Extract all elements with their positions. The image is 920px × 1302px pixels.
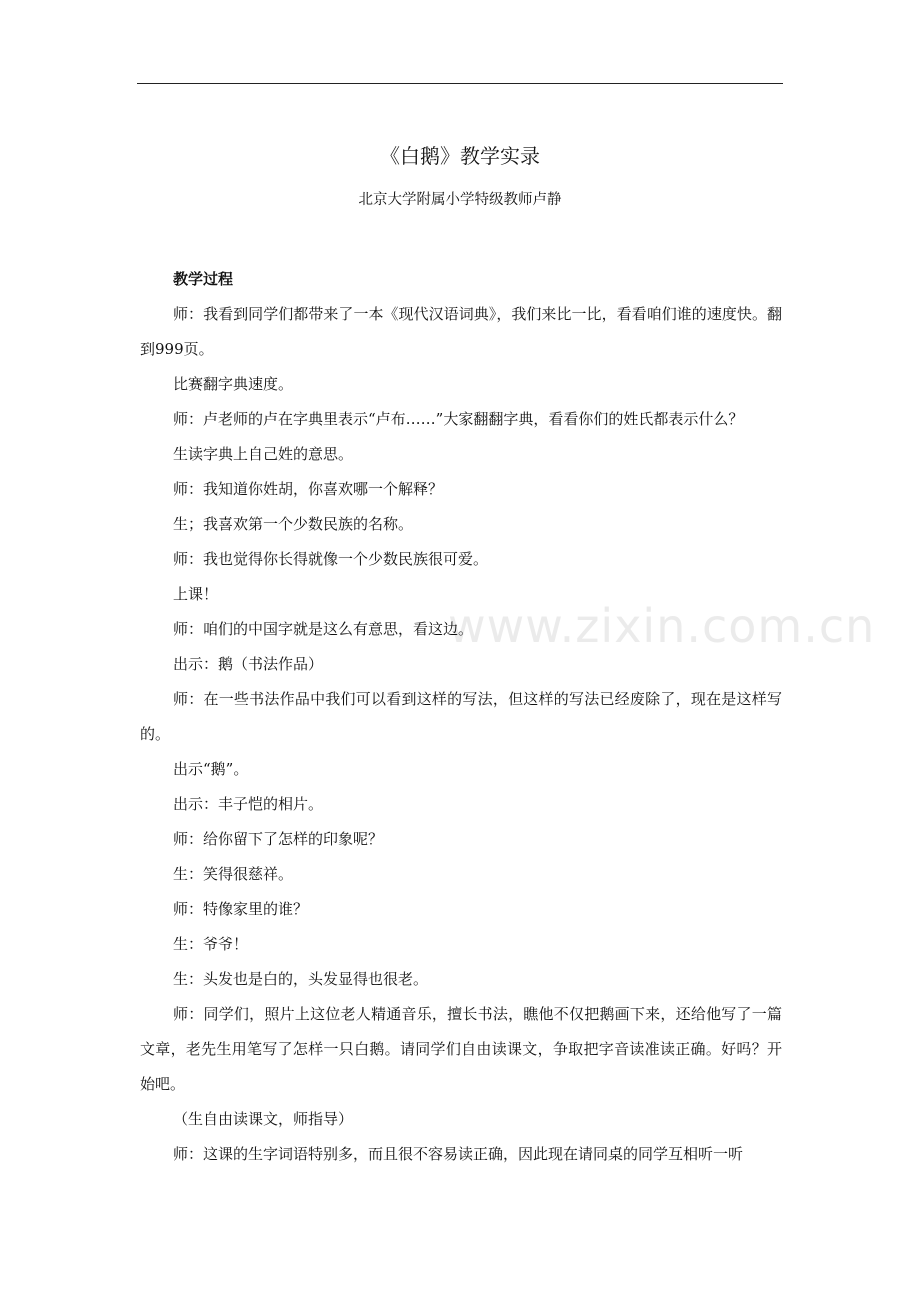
paragraph: 师：同学们，照片上这位老人精通音乐，擅长书法，瞧他不仅把鹅画下来，还给他写了一篇文章，老先生用笔写了怎样一只白鹅。请同学们自由读课文，争取把字音读准读正确。好吗？开始吧。 bbox=[140, 1005, 782, 1093]
paragraph: 师：这课的生字词语特别多，而且很不容易读正确，因此现在请同桌的同学互相听一听 bbox=[173, 1145, 744, 1163]
paragraph: 生；我喜欢第一个少数民族的名称。 bbox=[173, 515, 414, 533]
paragraph: 出示“鹅”。 bbox=[173, 760, 249, 778]
paragraph: 师：我看到同学们都带来了一本《现代汉语词典》，我们来比一比，看看咱们谁的速度快。翻到999页。 bbox=[140, 305, 782, 358]
paragraph: 师：我也觉得你长得就像一个少数民族很可爱。 bbox=[173, 550, 489, 568]
paragraph: 生：爷爷！ bbox=[173, 935, 249, 953]
header-rule bbox=[137, 83, 783, 84]
paragraph: 上课！ bbox=[173, 585, 219, 603]
paragraph: 师：特像家里的谁？ bbox=[173, 900, 309, 918]
page-title: 《白鹅》教学实录 bbox=[380, 144, 540, 168]
paragraph: 师：在一些书法作品中我们可以看到这样的写法，但这样的写法已经废除了，现在是这样写的。 bbox=[140, 690, 782, 743]
paragraph: 出示：丰子恺的相片。 bbox=[173, 795, 324, 813]
paragraph: 生读字典上自己姓的意思。 bbox=[173, 445, 354, 463]
paragraph: 师：给你留下了怎样的印象呢？ bbox=[173, 830, 384, 848]
page-subtitle: 北京大学附属小学特级教师卢静 bbox=[358, 192, 562, 208]
document-body bbox=[140, 262, 782, 1172]
paragraph: 生：笑得很慈祥。 bbox=[173, 865, 294, 883]
paragraph: 师：咱们的中国字就是这么有意思，看这边。 bbox=[173, 620, 474, 638]
paragraph: 生：头发也是白的，头发显得也很老。 bbox=[173, 970, 429, 988]
section-heading: 教学过程 bbox=[173, 270, 234, 288]
watermark: www.zixin.com.cn bbox=[448, 599, 876, 653]
paragraph: 出示：鹅（书法作品） bbox=[173, 655, 324, 673]
paragraph: 师：我知道你姓胡，你喜欢哪一个解释？ bbox=[173, 480, 444, 498]
paragraph: 比赛翻字典速度。 bbox=[173, 375, 294, 393]
paragraph: （生自由读课文，师指导） bbox=[173, 1110, 354, 1128]
paragraph: 师：卢老师的卢在字典里表示“卢布……”大家翻翻字典，看看你们的姓氏都表示什么？ bbox=[173, 410, 744, 428]
